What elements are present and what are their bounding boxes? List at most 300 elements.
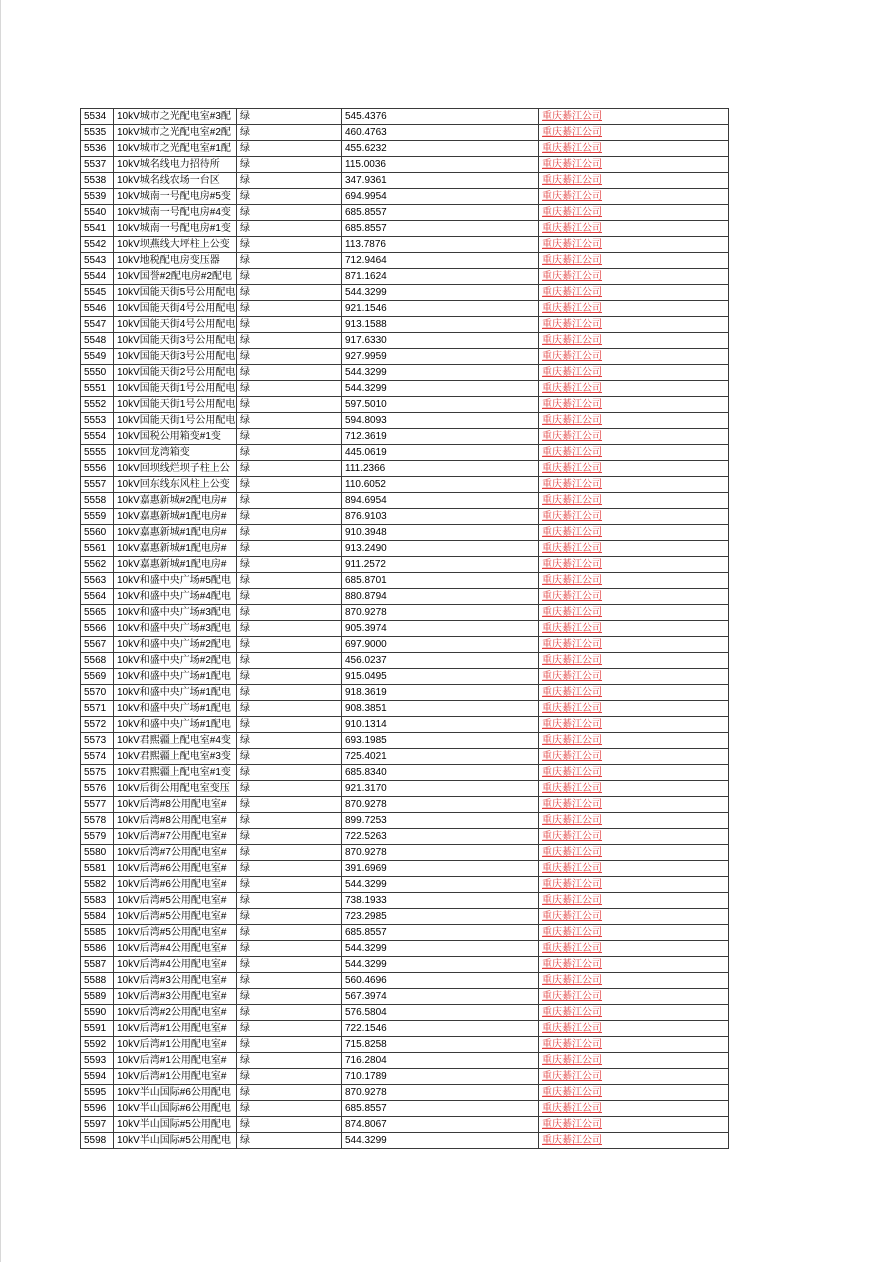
value-cell: 391.6969 — [342, 861, 539, 877]
status-cell: 绿 — [237, 189, 342, 205]
value-cell: 347.9361 — [342, 173, 539, 189]
device-name-cell: 10kV和盛中央广场#5配电 — [114, 573, 237, 589]
status-cell: 绿 — [237, 925, 342, 941]
value-cell: 560.4696 — [342, 973, 539, 989]
row-id-cell: 5552 — [81, 397, 114, 413]
device-name-cell: 10kV回坝线烂坝子柱上公 — [114, 461, 237, 477]
status-cell: 绿 — [237, 237, 342, 253]
row-id-cell: 5547 — [81, 317, 114, 333]
value-cell: 445.0619 — [342, 445, 539, 461]
row-id-cell: 5577 — [81, 797, 114, 813]
device-name-cell: 10kV回东线东风柱上公变 — [114, 477, 237, 493]
page-edge-line — [0, 0, 1, 1262]
device-name-cell: 10kV后湾#8公用配电室# — [114, 797, 237, 813]
company-cell: 重庆綦江公司 — [539, 1037, 729, 1053]
device-name-cell: 10kV后湾#7公用配电室# — [114, 829, 237, 845]
row-id-cell: 5544 — [81, 269, 114, 285]
company-cell: 重庆綦江公司 — [539, 605, 729, 621]
device-name-cell: 10kV城市之光配电室#3配 — [114, 109, 237, 125]
row-id-cell: 5583 — [81, 893, 114, 909]
value-cell: 712.9464 — [342, 253, 539, 269]
status-cell: 绿 — [237, 109, 342, 125]
row-id-cell: 5575 — [81, 765, 114, 781]
value-cell: 870.9278 — [342, 797, 539, 813]
company-cell: 重庆綦江公司 — [539, 1069, 729, 1085]
row-id-cell: 5593 — [81, 1053, 114, 1069]
company-cell: 重庆綦江公司 — [539, 157, 729, 173]
status-cell: 绿 — [237, 349, 342, 365]
row-id-cell: 5539 — [81, 189, 114, 205]
table-row — [81, 701, 729, 717]
row-id-cell: 5576 — [81, 781, 114, 797]
value-cell: 894.6954 — [342, 493, 539, 509]
row-id-cell: 5581 — [81, 861, 114, 877]
table-row — [81, 141, 729, 157]
company-cell: 重庆綦江公司 — [539, 365, 729, 381]
status-cell: 绿 — [237, 173, 342, 189]
value-cell: 716.2804 — [342, 1053, 539, 1069]
device-name-cell: 10kV后湾#1公用配电室# — [114, 1069, 237, 1085]
row-id-cell: 5591 — [81, 1021, 114, 1037]
value-cell: 917.6330 — [342, 333, 539, 349]
company-cell: 重庆綦江公司 — [539, 525, 729, 541]
table-row — [81, 301, 729, 317]
device-name-cell: 10kV嘉惠新城#1配电房# — [114, 541, 237, 557]
row-id-cell: 5559 — [81, 509, 114, 525]
status-cell: 绿 — [237, 525, 342, 541]
status-cell: 绿 — [237, 733, 342, 749]
device-name-cell: 10kV和盛中央广场#1配电 — [114, 685, 237, 701]
row-id-cell: 5589 — [81, 989, 114, 1005]
table-row — [81, 909, 729, 925]
device-name-cell: 10kV国能天街2号公用配电 — [114, 365, 237, 381]
row-id-cell: 5562 — [81, 557, 114, 573]
status-cell: 绿 — [237, 269, 342, 285]
status-cell: 绿 — [237, 365, 342, 381]
company-cell: 重庆綦江公司 — [539, 173, 729, 189]
status-cell: 绿 — [237, 141, 342, 157]
company-cell: 重庆綦江公司 — [539, 941, 729, 957]
row-id-cell: 5563 — [81, 573, 114, 589]
company-cell: 重庆綦江公司 — [539, 221, 729, 237]
value-cell: 921.1546 — [342, 301, 539, 317]
row-id-cell: 5554 — [81, 429, 114, 445]
table-row — [81, 525, 729, 541]
row-id-cell: 5566 — [81, 621, 114, 637]
device-name-cell: 10kV后湾#3公用配电室# — [114, 973, 237, 989]
status-cell: 绿 — [237, 1053, 342, 1069]
row-id-cell: 5597 — [81, 1117, 114, 1133]
device-name-cell: 10kV君熙疆上配电室#3变 — [114, 749, 237, 765]
device-name-cell: 10kV半山国际#5公用配电 — [114, 1117, 237, 1133]
status-cell: 绿 — [237, 1133, 342, 1149]
device-name-cell: 10kV君熙疆上配电室#1变 — [114, 765, 237, 781]
device-name-cell: 10kV后湾#6公用配电室# — [114, 877, 237, 893]
company-cell: 重庆綦江公司 — [539, 669, 729, 685]
row-id-cell: 5558 — [81, 493, 114, 509]
table-row — [81, 205, 729, 221]
status-cell: 绿 — [237, 509, 342, 525]
table-row — [81, 765, 729, 781]
status-cell: 绿 — [237, 701, 342, 717]
company-cell: 重庆綦江公司 — [539, 541, 729, 557]
company-cell: 重庆綦江公司 — [539, 1133, 729, 1149]
row-id-cell: 5570 — [81, 685, 114, 701]
status-cell: 绿 — [237, 413, 342, 429]
company-cell: 重庆綦江公司 — [539, 1117, 729, 1133]
status-cell: 绿 — [237, 605, 342, 621]
row-id-cell: 5545 — [81, 285, 114, 301]
table-row — [81, 829, 729, 845]
status-cell: 绿 — [237, 669, 342, 685]
row-id-cell: 5555 — [81, 445, 114, 461]
table-row — [81, 445, 729, 461]
device-name-cell: 10kV君熙疆上配电室#4变 — [114, 733, 237, 749]
status-cell: 绿 — [237, 1085, 342, 1101]
table-row — [81, 573, 729, 589]
table-row — [81, 333, 729, 349]
company-cell: 重庆綦江公司 — [539, 509, 729, 525]
status-cell: 绿 — [237, 205, 342, 221]
device-name-cell: 10kV国能天街3号公用配电 — [114, 333, 237, 349]
value-cell: 594.8093 — [342, 413, 539, 429]
value-cell: 685.8557 — [342, 205, 539, 221]
table-row — [81, 109, 729, 125]
value-cell: 905.3974 — [342, 621, 539, 637]
value-cell: 113.7876 — [342, 237, 539, 253]
table-row — [81, 317, 729, 333]
device-name-cell: 10kV城南一号配电房#4变 — [114, 205, 237, 221]
company-cell: 重庆綦江公司 — [539, 189, 729, 205]
company-cell: 重庆綦江公司 — [539, 909, 729, 925]
row-id-cell: 5542 — [81, 237, 114, 253]
device-name-cell: 10kV半山国际#6公用配电 — [114, 1085, 237, 1101]
value-cell: 456.0237 — [342, 653, 539, 669]
company-cell: 重庆綦江公司 — [539, 845, 729, 861]
table-row — [81, 925, 729, 941]
value-cell: 712.3619 — [342, 429, 539, 445]
device-name-cell: 10kV城市之光配电室#1配 — [114, 141, 237, 157]
status-cell: 绿 — [237, 125, 342, 141]
status-cell: 绿 — [237, 445, 342, 461]
value-cell: 918.3619 — [342, 685, 539, 701]
status-cell: 绿 — [237, 637, 342, 653]
value-cell: 871.1624 — [342, 269, 539, 285]
value-cell: 460.4763 — [342, 125, 539, 141]
device-name-cell: 10kV嘉惠新城#2配电房# — [114, 493, 237, 509]
table-row — [81, 845, 729, 861]
company-cell: 重庆綦江公司 — [539, 461, 729, 477]
value-cell: 685.8557 — [342, 925, 539, 941]
row-id-cell: 5596 — [81, 1101, 114, 1117]
row-id-cell: 5538 — [81, 173, 114, 189]
value-cell: 455.6232 — [342, 141, 539, 157]
value-cell: 544.3299 — [342, 365, 539, 381]
status-cell: 绿 — [237, 1005, 342, 1021]
table-row — [81, 509, 729, 525]
device-name-cell: 10kV国能天街1号公用配电 — [114, 397, 237, 413]
table-row — [81, 989, 729, 1005]
device-name-cell: 10kV城南一号配电房#5变 — [114, 189, 237, 205]
status-cell: 绿 — [237, 1021, 342, 1037]
device-name-cell: 10kV后湾#7公用配电室# — [114, 845, 237, 861]
table-row — [81, 189, 729, 205]
value-cell: 927.9959 — [342, 349, 539, 365]
company-cell: 重庆綦江公司 — [539, 781, 729, 797]
company-cell: 重庆綦江公司 — [539, 829, 729, 845]
device-name-cell: 10kV国能天街4号公用配电 — [114, 301, 237, 317]
company-cell: 重庆綦江公司 — [539, 317, 729, 333]
value-cell: 921.3170 — [342, 781, 539, 797]
status-cell: 绿 — [237, 989, 342, 1005]
device-name-cell: 10kV后湾#2公用配电室# — [114, 1005, 237, 1021]
value-cell: 899.7253 — [342, 813, 539, 829]
row-id-cell: 5556 — [81, 461, 114, 477]
status-cell: 绿 — [237, 797, 342, 813]
device-name-cell: 10kV后街公用配电室变压 — [114, 781, 237, 797]
device-name-cell: 10kV后湾#1公用配电室# — [114, 1021, 237, 1037]
row-id-cell: 5594 — [81, 1069, 114, 1085]
value-cell: 685.8557 — [342, 1101, 539, 1117]
status-cell: 绿 — [237, 477, 342, 493]
value-cell: 545.4376 — [342, 109, 539, 125]
status-cell: 绿 — [237, 573, 342, 589]
value-cell: 876.9103 — [342, 509, 539, 525]
status-cell: 绿 — [237, 317, 342, 333]
table-row — [81, 1021, 729, 1037]
row-id-cell: 5571 — [81, 701, 114, 717]
row-id-cell: 5543 — [81, 253, 114, 269]
value-cell: 544.3299 — [342, 1133, 539, 1149]
table-row — [81, 893, 729, 909]
value-cell: 544.3299 — [342, 877, 539, 893]
device-name-cell: 10kV和盛中央广场#3配电 — [114, 605, 237, 621]
company-cell: 重庆綦江公司 — [539, 493, 729, 509]
value-cell: 544.3299 — [342, 941, 539, 957]
company-cell: 重庆綦江公司 — [539, 285, 729, 301]
table-row — [81, 541, 729, 557]
table-row — [81, 621, 729, 637]
status-cell: 绿 — [237, 829, 342, 845]
device-name-cell: 10kV和盛中央广场#1配电 — [114, 717, 237, 733]
company-cell: 重庆綦江公司 — [539, 717, 729, 733]
value-cell: 544.3299 — [342, 957, 539, 973]
value-cell: 874.8067 — [342, 1117, 539, 1133]
row-id-cell: 5586 — [81, 941, 114, 957]
company-cell: 重庆綦江公司 — [539, 685, 729, 701]
row-id-cell: 5553 — [81, 413, 114, 429]
status-cell: 绿 — [237, 813, 342, 829]
company-cell: 重庆綦江公司 — [539, 125, 729, 141]
table-row — [81, 733, 729, 749]
row-id-cell: 5580 — [81, 845, 114, 861]
company-cell: 重庆綦江公司 — [539, 253, 729, 269]
value-cell: 685.8340 — [342, 765, 539, 781]
value-cell: 567.3974 — [342, 989, 539, 1005]
company-cell: 重庆綦江公司 — [539, 477, 729, 493]
row-id-cell: 5592 — [81, 1037, 114, 1053]
device-name-cell: 10kV后湾#5公用配电室# — [114, 909, 237, 925]
value-cell: 870.9278 — [342, 1085, 539, 1101]
table-row — [81, 157, 729, 173]
row-id-cell: 5535 — [81, 125, 114, 141]
table-row — [81, 285, 729, 301]
row-id-cell: 5548 — [81, 333, 114, 349]
status-cell: 绿 — [237, 157, 342, 173]
device-name-cell: 10kV后湾#4公用配电室# — [114, 957, 237, 973]
table-row — [81, 1069, 729, 1085]
row-id-cell: 5567 — [81, 637, 114, 653]
table-row — [81, 957, 729, 973]
status-cell: 绿 — [237, 893, 342, 909]
status-cell: 绿 — [237, 1037, 342, 1053]
value-cell: 910.1314 — [342, 717, 539, 733]
company-cell: 重庆綦江公司 — [539, 733, 729, 749]
device-name-cell: 10kV后湾#3公用配电室# — [114, 989, 237, 1005]
company-cell: 重庆綦江公司 — [539, 381, 729, 397]
row-id-cell: 5582 — [81, 877, 114, 893]
row-id-cell: 5541 — [81, 221, 114, 237]
device-name-cell: 10kV回龙湾箱变 — [114, 445, 237, 461]
row-id-cell: 5550 — [81, 365, 114, 381]
row-id-cell: 5537 — [81, 157, 114, 173]
device-name-cell: 10kV和盛中央广场#2配电 — [114, 637, 237, 653]
company-cell: 重庆綦江公司 — [539, 1053, 729, 1069]
value-cell: 908.3851 — [342, 701, 539, 717]
status-cell: 绿 — [237, 1069, 342, 1085]
table-row — [81, 877, 729, 893]
table-row — [81, 381, 729, 397]
status-cell: 绿 — [237, 957, 342, 973]
row-id-cell: 5590 — [81, 1005, 114, 1021]
device-name-cell: 10kV后湾#6公用配电室# — [114, 861, 237, 877]
row-id-cell: 5598 — [81, 1133, 114, 1149]
status-cell: 绿 — [237, 781, 342, 797]
status-cell: 绿 — [237, 749, 342, 765]
company-cell: 重庆綦江公司 — [539, 957, 729, 973]
status-cell: 绿 — [237, 589, 342, 605]
company-cell: 重庆綦江公司 — [539, 397, 729, 413]
company-cell: 重庆綦江公司 — [539, 445, 729, 461]
row-id-cell: 5573 — [81, 733, 114, 749]
value-cell: 911.2572 — [342, 557, 539, 573]
value-cell: 738.1933 — [342, 893, 539, 909]
row-id-cell: 5588 — [81, 973, 114, 989]
table-row — [81, 685, 729, 701]
value-cell: 544.3299 — [342, 381, 539, 397]
table-row — [81, 413, 729, 429]
row-id-cell: 5565 — [81, 605, 114, 621]
value-cell: 725.4021 — [342, 749, 539, 765]
value-cell: 597.5010 — [342, 397, 539, 413]
company-cell: 重庆綦江公司 — [539, 429, 729, 445]
row-id-cell: 5585 — [81, 925, 114, 941]
device-name-cell: 10kV国能天街5号公用配电 — [114, 285, 237, 301]
device-name-cell: 10kV国能天街1号公用配电 — [114, 413, 237, 429]
table-row — [81, 861, 729, 877]
company-cell: 重庆綦江公司 — [539, 141, 729, 157]
value-cell: 693.1985 — [342, 733, 539, 749]
company-cell: 重庆綦江公司 — [539, 1021, 729, 1037]
status-cell: 绿 — [237, 1117, 342, 1133]
device-name-cell: 10kV后湾#1公用配电室# — [114, 1037, 237, 1053]
status-cell: 绿 — [237, 877, 342, 893]
value-cell: 870.9278 — [342, 605, 539, 621]
table-row — [81, 173, 729, 189]
table-row — [81, 253, 729, 269]
status-cell: 绿 — [237, 285, 342, 301]
table-row — [81, 653, 729, 669]
status-cell: 绿 — [237, 941, 342, 957]
company-cell: 重庆綦江公司 — [539, 861, 729, 877]
company-cell: 重庆綦江公司 — [539, 109, 729, 125]
device-name-cell: 10kV半山国际#6公用配电 — [114, 1101, 237, 1117]
value-cell: 544.3299 — [342, 285, 539, 301]
table-row — [81, 1133, 729, 1149]
device-name-cell: 10kV和盛中央广场#4配电 — [114, 589, 237, 605]
status-cell: 绿 — [237, 1101, 342, 1117]
value-cell: 722.1546 — [342, 1021, 539, 1037]
device-name-cell: 10kV和盛中央广场#1配电 — [114, 669, 237, 685]
company-cell: 重庆綦江公司 — [539, 701, 729, 717]
table-row — [81, 477, 729, 493]
device-name-cell: 10kV坝燕线大坪柱上公变 — [114, 237, 237, 253]
company-cell: 重庆綦江公司 — [539, 765, 729, 781]
table-row — [81, 973, 729, 989]
status-cell: 绿 — [237, 253, 342, 269]
company-cell: 重庆綦江公司 — [539, 813, 729, 829]
device-name-cell: 10kV国税公用箱变#1变 — [114, 429, 237, 445]
status-cell: 绿 — [237, 973, 342, 989]
value-cell: 685.8557 — [342, 221, 539, 237]
table-row — [81, 365, 729, 381]
company-cell: 重庆綦江公司 — [539, 301, 729, 317]
device-name-cell: 10kV国能天街3号公用配电 — [114, 349, 237, 365]
value-cell: 694.9954 — [342, 189, 539, 205]
value-cell: 710.1789 — [342, 1069, 539, 1085]
value-cell: 723.2985 — [342, 909, 539, 925]
status-cell: 绿 — [237, 621, 342, 637]
table-body — [81, 109, 729, 1149]
row-id-cell: 5587 — [81, 957, 114, 973]
status-cell: 绿 — [237, 381, 342, 397]
status-cell: 绿 — [237, 333, 342, 349]
row-id-cell: 5536 — [81, 141, 114, 157]
table-row — [81, 349, 729, 365]
value-cell: 110.6052 — [342, 477, 539, 493]
company-cell: 重庆綦江公司 — [539, 349, 729, 365]
row-id-cell: 5549 — [81, 349, 114, 365]
row-id-cell: 5564 — [81, 589, 114, 605]
status-cell: 绿 — [237, 557, 342, 573]
status-cell: 绿 — [237, 717, 342, 733]
value-cell: 913.1588 — [342, 317, 539, 333]
table-row — [81, 717, 729, 733]
company-cell: 重庆綦江公司 — [539, 573, 729, 589]
table-row — [81, 125, 729, 141]
company-cell: 重庆綦江公司 — [539, 589, 729, 605]
device-name-cell: 10kV城名线农场一台区 — [114, 173, 237, 189]
company-cell: 重庆綦江公司 — [539, 637, 729, 653]
status-cell: 绿 — [237, 429, 342, 445]
table-row — [81, 813, 729, 829]
row-id-cell: 5574 — [81, 749, 114, 765]
company-cell: 重庆綦江公司 — [539, 1005, 729, 1021]
company-cell: 重庆綦江公司 — [539, 205, 729, 221]
device-name-cell: 10kV后湾#5公用配电室# — [114, 925, 237, 941]
table-row — [81, 1117, 729, 1133]
value-cell: 697.9000 — [342, 637, 539, 653]
